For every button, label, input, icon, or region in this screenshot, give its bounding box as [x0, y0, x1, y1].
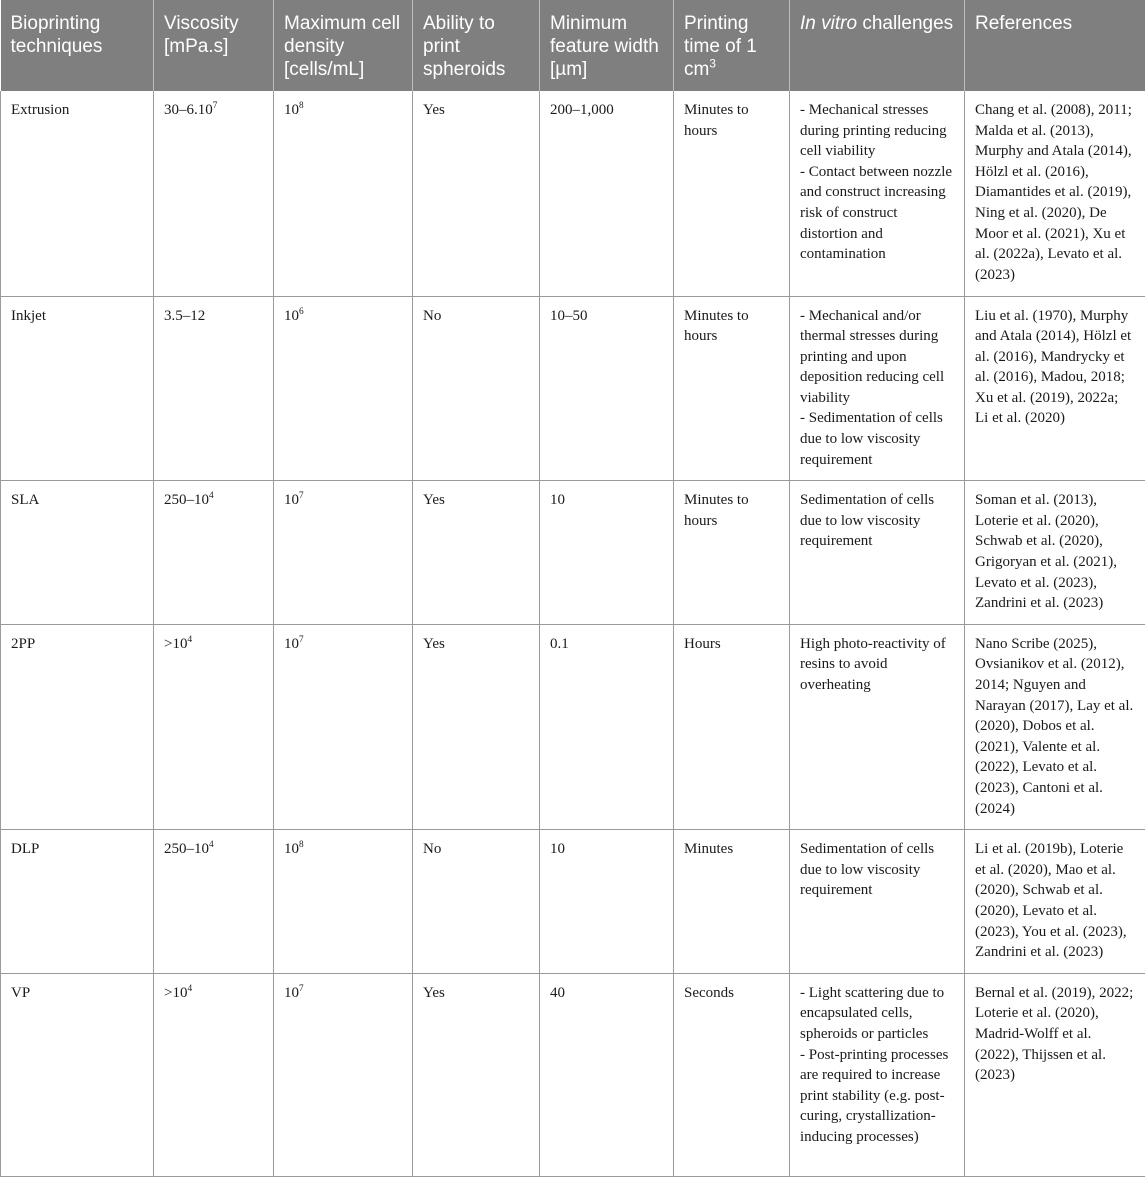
cell-references: Liu et al. (1970), Murphy and Atala (2014), Hölzl et al. (2016), Mandrycky et al. (2016), Madou, 2018; Xu et al. (2019), 2022a; Li et al. (2020)	[965, 296, 1145, 481]
cell-print-time: Minutes to hours	[674, 481, 790, 625]
cell-feature-width: 0.1	[540, 624, 674, 829]
cell-print-time: Hours	[674, 624, 790, 829]
cell-challenges: - Mechanical and/or thermal stresses during printing and upon deposition reducing cell viability - Sedimentation of cells due to low viscosity requirement	[790, 296, 965, 481]
cell-challenges: High photo-reactivity of resins to avoid overheating	[790, 624, 965, 829]
table-row	[1, 624, 1145, 829]
table-row	[1, 830, 1145, 974]
table-row	[1, 481, 1145, 625]
cell-viscosity: $>10^4$	[154, 624, 274, 829]
cell-cell-density: $10^6$	[274, 296, 413, 481]
cell-feature-width: 10	[540, 481, 674, 625]
cell-references: Nano Scribe (2025), Ovsianikov et al. (2012), 2014; Nguyen and Narayan (2017), Lay et al. (2020), Dobos et al. (2021), Valente et al. (2022), Levato et al. (2023), Cantoni et al. (2024)	[965, 624, 1145, 829]
header-feature-width: Minimum feature width [µm]	[540, 0, 674, 91]
table-body	[1, 91, 1145, 1176]
cell-print-time: Minutes	[674, 830, 790, 974]
header-references: References	[965, 0, 1145, 91]
cell-feature-width: 10–50	[540, 296, 674, 481]
cell-challenges: - Mechanical stresses during printing reducing cell viability - Contact between nozzle and construct increasing risk of construct distortion and contamination	[790, 91, 965, 296]
cell-cell-density: $10^8$	[274, 91, 413, 296]
header-spheroids: Ability to print spheroids	[413, 0, 540, 91]
cell-cell-density: $10^7$	[274, 973, 413, 1176]
cell-viscosity: 30–6.10$^7$	[154, 91, 274, 296]
header-technique: Bioprinting techniques	[1, 0, 154, 91]
cell-spheroids: Yes	[413, 973, 540, 1176]
header-viscosity: Viscosity [mPa.s]	[154, 0, 274, 91]
cell-print-time: Minutes to hours	[674, 91, 790, 296]
cell-spheroids: No	[413, 296, 540, 481]
header-print-time: Printing time of 1 $cm^3$	[674, 0, 790, 91]
cell-technique: Extrusion	[1, 91, 154, 296]
cell-viscosity: $250-10^4$	[154, 481, 274, 625]
cell-viscosity: $250-10^4$	[154, 830, 274, 974]
cell-cell-density: $10^7$	[274, 624, 413, 829]
cell-technique: Inkjet	[1, 296, 154, 481]
cell-references: Chang et al. (2008), 2011; Malda et al. (2013), Murphy and Atala (2014), Hölzl et al. (2016), Diamantides et al. (2019), Ning et al. (2020), De Moor et al. (2021), Xu et al. (2022a), Levato et al. (2023)	[965, 91, 1145, 296]
cell-feature-width: 10	[540, 830, 674, 974]
cell-spheroids: Yes	[413, 91, 540, 296]
cell-challenges: Sedimentation of cells due to low viscosity requirement	[790, 830, 965, 974]
header-cell-density: Maximum cell density [cells/mL]	[274, 0, 413, 91]
cell-cell-density: $10^8$	[274, 830, 413, 974]
cell-viscosity: $>10^4$	[154, 973, 274, 1176]
cell-spheroids: Yes	[413, 624, 540, 829]
cell-technique: SLA	[1, 481, 154, 625]
cell-technique: DLP	[1, 830, 154, 974]
cell-viscosity: 3.5–12	[154, 296, 274, 481]
header-challenges: In vitro challenges	[790, 0, 965, 91]
table-row	[1, 973, 1145, 1176]
cell-print-time: Minutes to hours	[674, 296, 790, 481]
cell-feature-width: 200–1,000	[540, 91, 674, 296]
cell-references: Bernal et al. (2019), 2022; Loterie et al. (2020), Madrid-Wolff et al. (2022), Thijssen et al. (2023)	[965, 973, 1145, 1176]
cell-references: Soman et al. (2013), Loterie et al. (2020), Schwab et al. (2020), Grigoryan et al. (2021), Levato et al. (2023), Zandrini et al. (2023)	[965, 481, 1145, 625]
cell-print-time: Seconds	[674, 973, 790, 1176]
cell-spheroids: No	[413, 830, 540, 974]
cell-cell-density: $10^7$	[274, 481, 413, 625]
cell-spheroids: Yes	[413, 481, 540, 625]
cell-technique: 2PP	[1, 624, 154, 829]
table-row	[1, 91, 1145, 296]
cell-challenges: - Light scattering due to encapsulated cells, spheroids or particles - Post-printing processes are required to increase print stability (e.g. post-curing, crystallization-inducing processes)	[790, 973, 965, 1176]
table-row	[1, 296, 1145, 481]
cell-technique: VP	[1, 973, 154, 1176]
header-row	[1, 0, 1145, 91]
cell-references: Li et al. (2019b), Loterie et al. (2020), Mao et al. (2020), Schwab et al. (2020), Levato et al. (2023), You et al. (2023), Zandrini et al. (2023)	[965, 830, 1145, 974]
cell-feature-width: 40	[540, 973, 674, 1176]
cell-challenges: Sedimentation of cells due to low viscosity requirement	[790, 481, 965, 625]
